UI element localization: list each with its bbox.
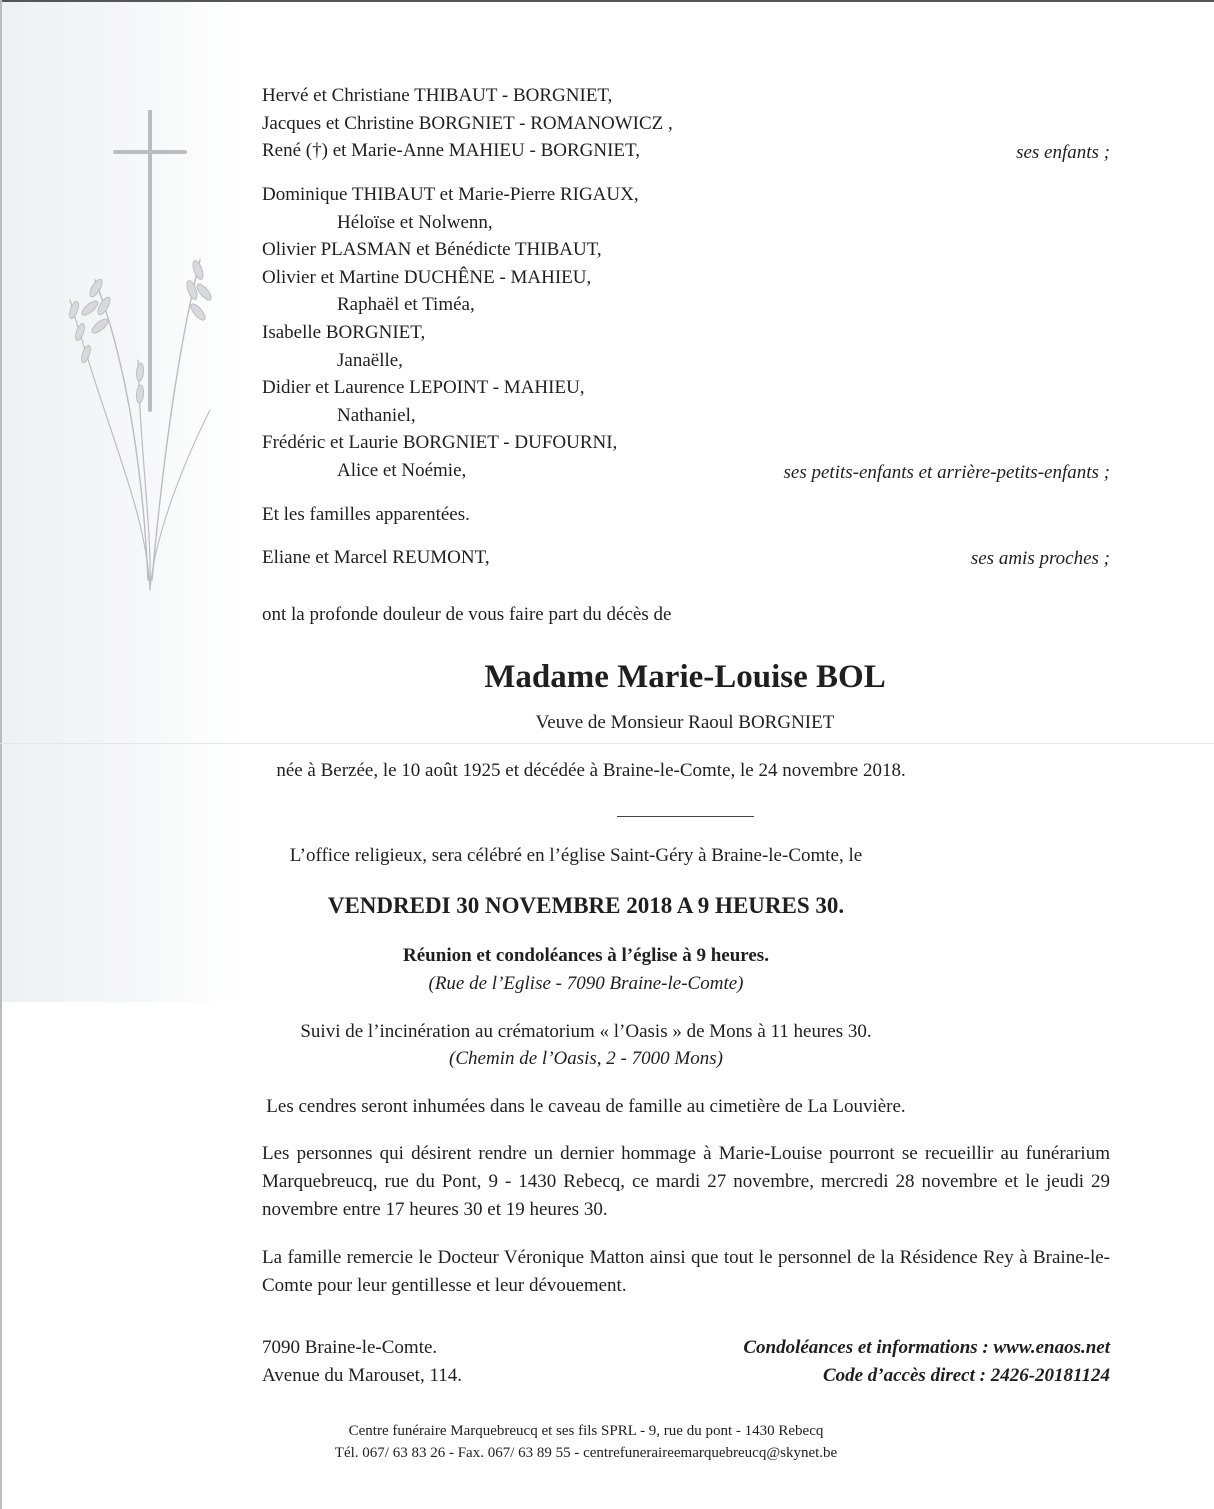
service-intro: L’office religieux, sera célébré en l’église Saint-Géry à Braine-le-Comte, le — [289, 845, 863, 866]
cremation: Suivi de l’incinération au crématorium « l’Oasis » de Mons à 11 heures 30. — [300, 1021, 872, 1042]
great-grandchild-line: Alice et Noémie, — [337, 460, 467, 481]
great-grandchild-line: Nathaniel, — [337, 405, 416, 426]
child-line: René (†) et Marie-Anne MAHIEU - BORGNIET, — [262, 140, 640, 161]
visitation-paragraph: Les personnes qui désirent rendre un dernier hommage à Marie-Louise pourront se recueillir au funérarium Marquebreucq, rue du Pont, 9 - 1430 Rebecq, ce mardi 27 novembre, mercredi 28 novembre et le jeudi 29 novembre entre 17 heures 30 et 19 heures 30. — [262, 1143, 1110, 1220]
left-border — [0, 0, 2, 1509]
church-address: (Rue de l’Eglise - 7090 Braine-le-Comte) — [428, 973, 744, 994]
grandchild-line: Didier et Laurence LEPOINT - MAHIEU, — [262, 377, 585, 398]
announcement-intro: ont la profonde douleur de vous faire part du décès de — [262, 604, 672, 625]
grandchild-line: Olivier PLASMAN et Bénédicte THIBAUT, — [262, 239, 602, 260]
crematorium-address: (Chemin de l’Oasis, 2 - 7000 Mons) — [449, 1048, 723, 1069]
friends-line: Eliane et Marcel REUMONT, — [262, 547, 490, 568]
grandchild-line: Isabelle BORGNIET, — [262, 322, 426, 343]
friends-role: ses amis proches ; — [970, 548, 1110, 569]
children-role: ses enfants ; — [1016, 142, 1110, 163]
fold-line — [0, 743, 1214, 744]
deceased-name: Madame Marie-Louise BOL — [484, 659, 886, 695]
gathering: Réunion et condoléances à l’église à 9 heures. — [403, 945, 769, 966]
child-line: Jacques et Christine BORGNIET - ROMANOWICZ , — [262, 113, 673, 134]
service-datetime: VENDREDI 30 NOVEMBRE 2018 A 9 HEURES 30. — [327, 893, 845, 918]
child-line: Hervé et Christiane THIBAUT - BORGNIET, — [262, 85, 613, 106]
condolences-website: Condoléances et informations : www.enaos.net — [743, 1337, 1110, 1358]
grandchild-line: Frédéric et Laurie BORGNIET - DUFOURNI, — [262, 432, 618, 453]
grandchild-line: Dominique THIBAUT et Marie-Pierre RIGAUX, — [262, 184, 639, 205]
related-families: Et les familles apparentées. — [262, 504, 470, 525]
birth-death: née à Berzée, le 10 août 1925 et décédée à Braine-le-Comte, le 24 novembre 2018. — [276, 760, 906, 781]
address-line-2: Avenue du Marouset, 114. — [262, 1365, 462, 1386]
top-border — [0, 0, 1214, 2]
grandchildren-role: ses petits-enfants et arrière-petits-enfants ; — [783, 462, 1110, 483]
funeral-home-line-1: Centre funéraire Marquebreucq et ses fils SPRL - 9, rue du pont - 1430 Rebecq — [348, 1423, 824, 1439]
funeral-home-line-2: Tél. 067/ 63 83 26 - Fax. 067/ 63 89 55 - centrefuneraireemarquebreucq@skynet.be — [334, 1445, 838, 1461]
widow-of: Veuve de Monsieur Raoul BORGNIET — [535, 712, 835, 733]
address-line-1: 7090 Braine-le-Comte. — [262, 1337, 438, 1358]
cross-and-wheat-icon — [60, 110, 220, 630]
great-grandchild-line: Héloïse et Nolwenn, — [337, 212, 493, 233]
thanks-paragraph: La famille remercie le Docteur Véronique Matton ainsi que tout le personnel de la Résidence Rey à Braine-le-Comte pour leur gentillesse et leur dévouement. — [262, 1247, 1110, 1296]
ashes: Les cendres seront inhumées dans le caveau de famille au cimetière de La Louvière. — [266, 1096, 906, 1117]
great-grandchild-line: Raphaël et Timéa, — [337, 294, 475, 315]
access-code: Code d’accès direct : 2426-20181124 — [822, 1365, 1110, 1386]
grandchild-line: Olivier et Martine DUCHÊNE - MAHIEU, — [262, 267, 592, 288]
great-grandchild-line: Janaëlle, — [337, 350, 403, 371]
separator-line — [617, 816, 754, 817]
